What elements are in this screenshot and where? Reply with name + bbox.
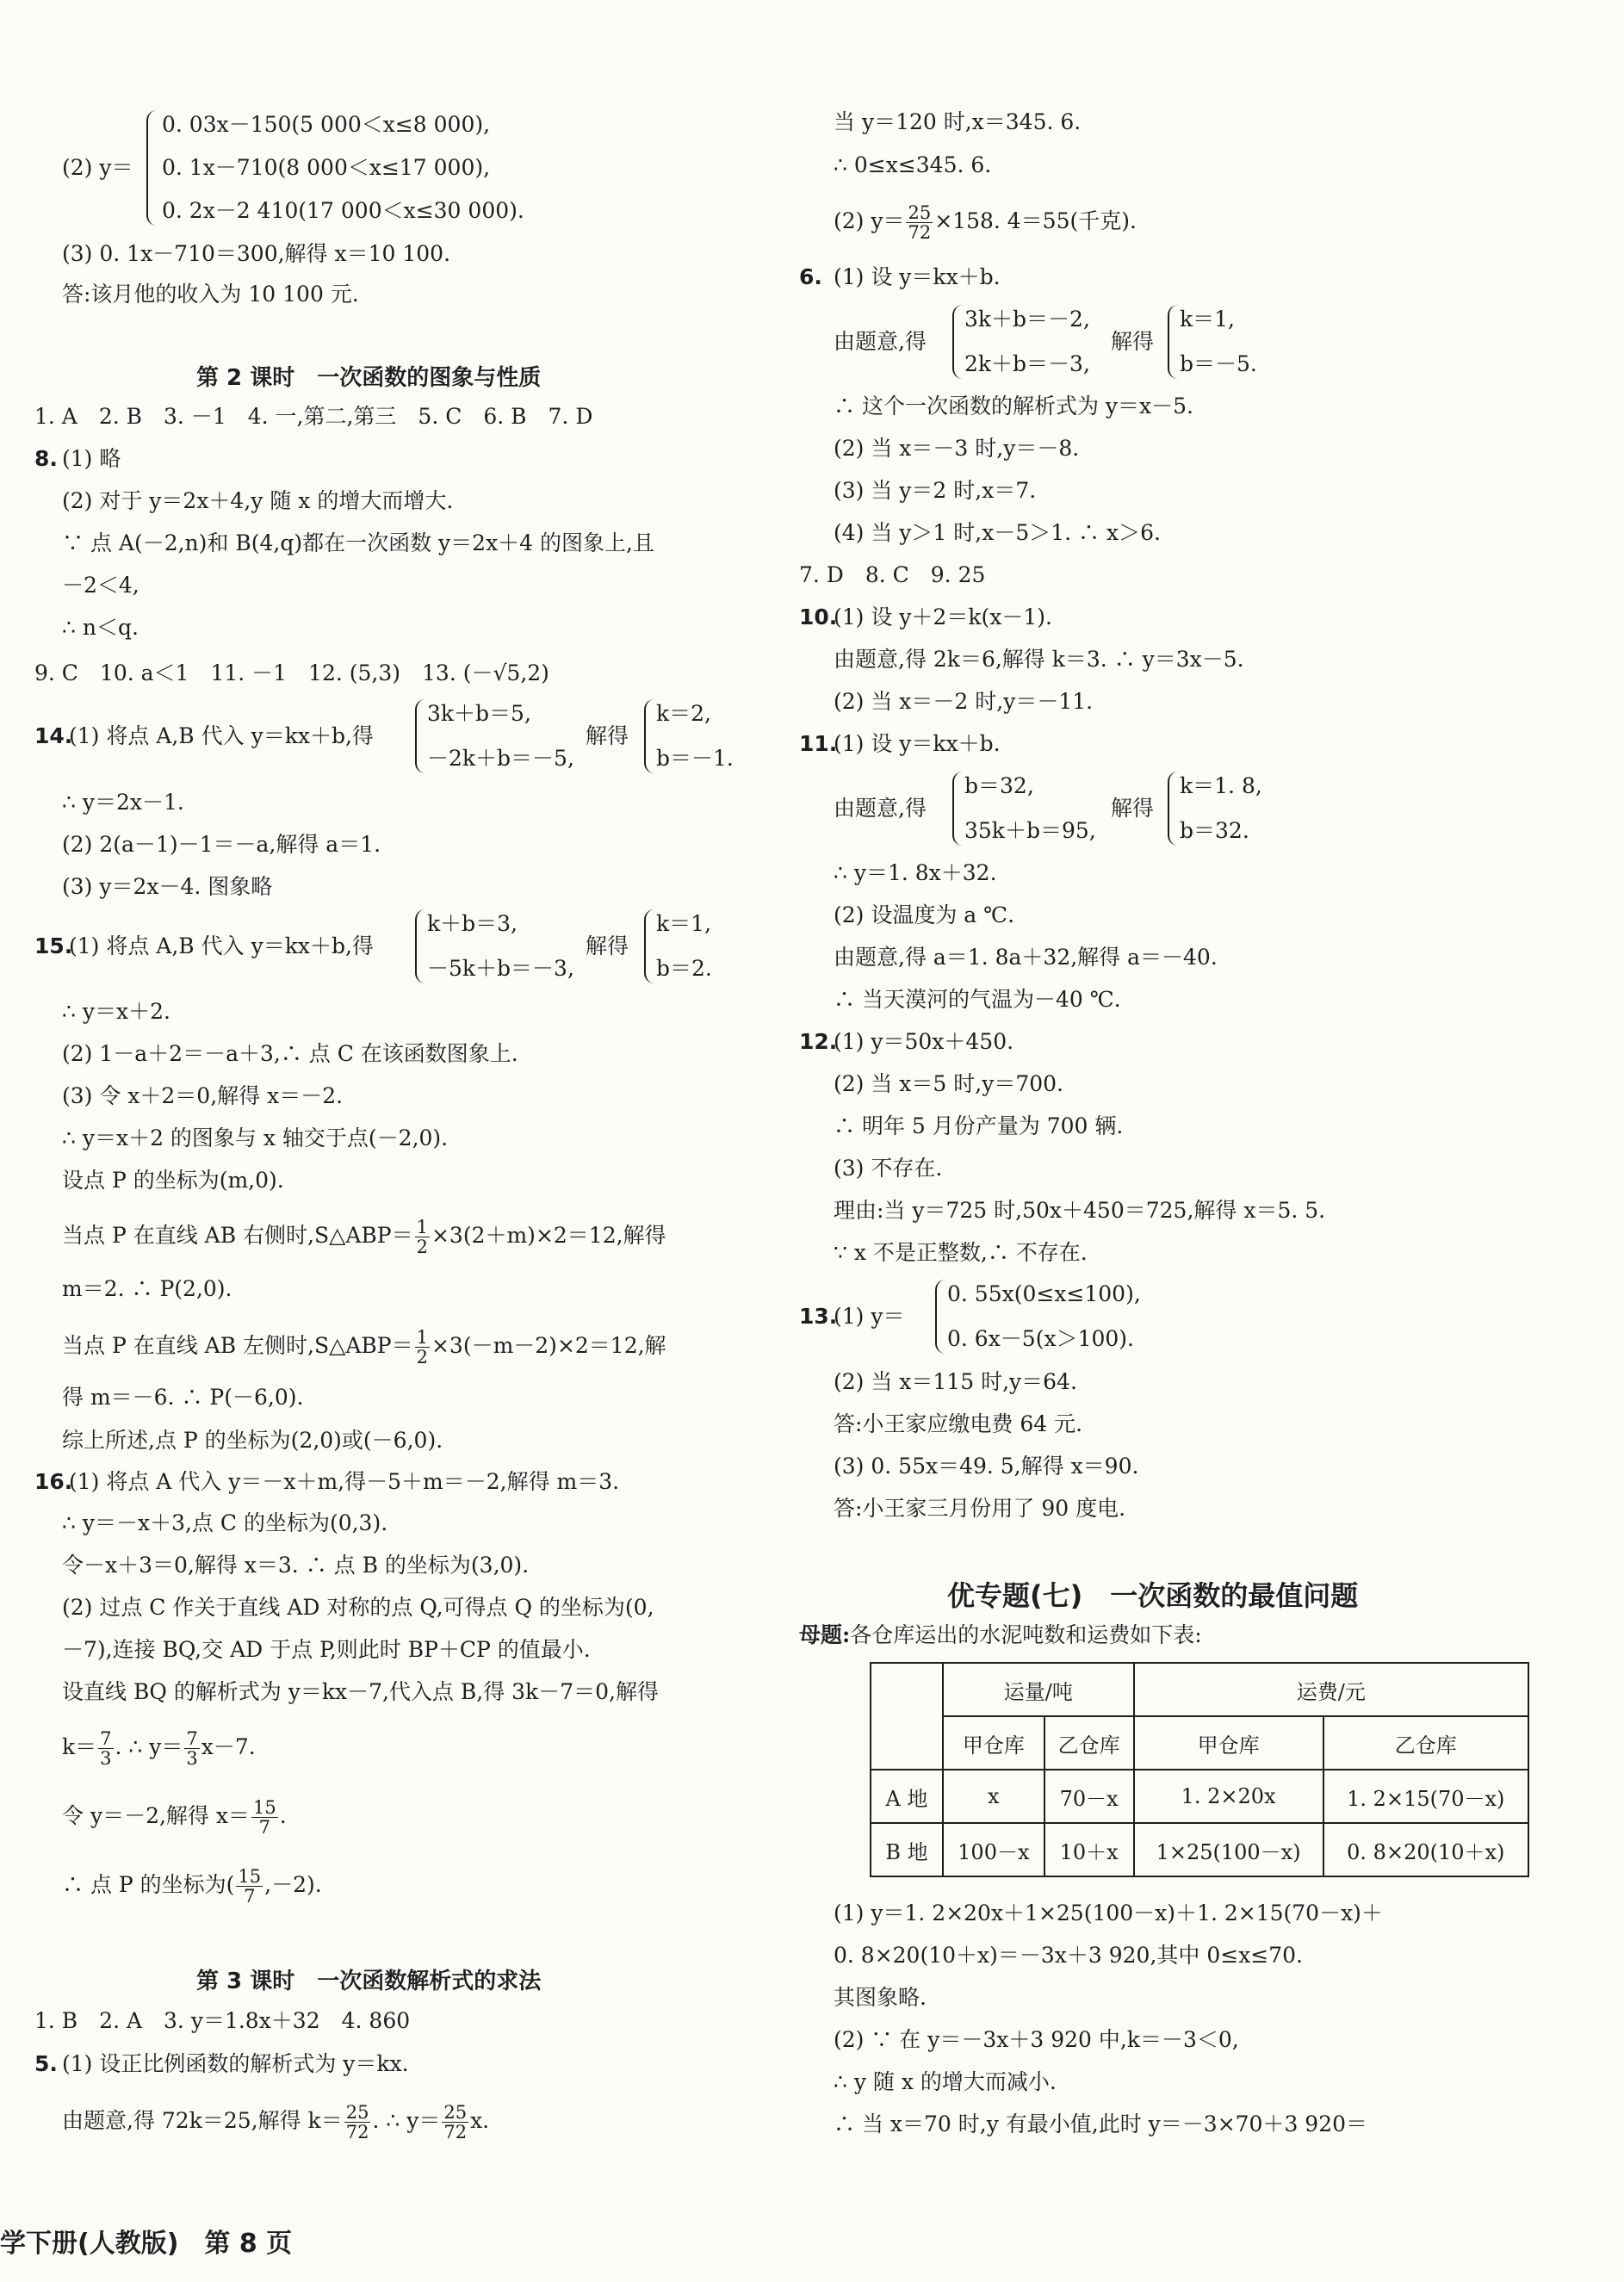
r-line2: ∴ 0≤x≤345. 6. <box>834 152 992 177</box>
answer-line: 答:该月他的收入为 10 100 元. <box>62 282 359 307</box>
fraction-25-72: $\frac{25}{72}$ <box>443 2102 468 2142</box>
table-row <box>871 1770 1528 1823</box>
q6-line3: ∴ 这个一次函数的解析式为 y＝x－5. <box>834 394 1193 419</box>
table-subheader: 甲仓库 <box>943 1716 1044 1770</box>
q11-eq2: 35k＋b＝95, <box>964 818 1096 843</box>
answers-1-7: 1. A 2. B 3. －1 4. 一,第二,第三 5. C 6. B 7. D <box>34 404 593 429</box>
q15-result-brace <box>644 909 654 983</box>
table-cell: A 地 <box>871 1770 943 1823</box>
piecewise-brace <box>146 110 157 226</box>
q5-number: 5. <box>34 2051 58 2076</box>
freight-table <box>870 1662 1529 1877</box>
q14-line1: (1) 将点 A,B 代入 y＝kx＋b,得 <box>69 723 374 748</box>
answers-1-4: 1. B 2. A 3. y＝1.8x＋32 4. 860 <box>34 2008 411 2033</box>
q11-line1: (1) 设 y＝kx＋b. <box>834 731 1001 756</box>
q10-number: 10. <box>799 605 838 629</box>
q16-line3: 令－x＋3＝0,解得 x＝3. ∴ 点 B 的坐标为(3,0). <box>62 1553 530 1578</box>
q12-line6: ∵ x 不是正整数,∴ 不存在. <box>834 1240 1088 1265</box>
q15-line8: m＝2. ∴ P(2,0). <box>62 1276 232 1301</box>
q15-eq1: k＋b＝3, <box>427 911 518 936</box>
fraction-half: $\frac{1}{2}$ <box>416 1217 428 1257</box>
q5-line2: 由题意,得 72k＝25,解得 k＝ $\frac{25}{72}$ . ∴ y＝ $\frac{25}{72}$ x. <box>62 2102 490 2142</box>
q11-line4: (2) 设温度为 a ℃. <box>834 902 1015 927</box>
q16-line4: (2) 过点 C 作关于直线 AD 对称的点 Q,可得点 Q 的坐标为(0, <box>62 1595 654 1620</box>
q15-line9: 当点 P 在直线 AB 左侧时,S△ABP＝ $\frac{1}{2}$ ×3(－m－2)×2＝12,解 <box>62 1327 666 1367</box>
q15-solve: 解得 <box>586 933 629 958</box>
q14-eq2: －2k＋b＝－5, <box>427 746 574 771</box>
solution-line2: 0. 8×20(10＋x)＝－3x＋3 920,其中 0≤x≤70. <box>834 1943 1304 1968</box>
q14-eq1: 3k＋b＝5, <box>427 701 531 726</box>
q10-line1: (1) 设 y＋2＝k(x－1). <box>834 605 1052 629</box>
q6-b: b＝－5. <box>1180 351 1257 376</box>
table-cell: 10＋x <box>1044 1823 1134 1876</box>
q15-line7: 当点 P 在直线 AB 右侧时,S△ABP＝ $\frac{1}{2}$ ×3(2＋m)×2＝12,解得 <box>62 1217 666 1257</box>
q14-solve: 解得 <box>586 723 629 748</box>
q13-line3: 答:小王家应缴电费 64 元. <box>834 1411 1083 1436</box>
fraction-25-72: $\frac{25}{72}$ <box>908 202 932 243</box>
solution-line6: ∴ 当 x＝70 时,y 有最小值,此时 y＝－3×70＋3 920＝ <box>834 2111 1368 2136</box>
q11-system-brace <box>952 772 963 846</box>
q14-line4: (3) y＝2x－4. 图象略 <box>62 874 273 899</box>
q13-piece1: 0. 55x(0≤x≤100), <box>947 1281 1141 1306</box>
answers-9-13: 9. C 10. a＜1 11. －1 12. (5,3) 13. (－√5,2) <box>34 660 549 685</box>
piece-1: 0. 03x－150(5 000＜x≤8 000), <box>162 112 491 137</box>
table-header-cost: 运费/元 <box>1134 1663 1528 1716</box>
table-cell: x <box>943 1770 1044 1823</box>
q15-k: k＝1, <box>656 911 712 936</box>
q11-line6: ∴ 当天漠河的气温为－40 ℃. <box>834 987 1121 1012</box>
q6-line1: (1) 设 y＝kx＋b. <box>834 264 1001 289</box>
q11-solve: 解得 <box>1111 796 1155 821</box>
q8-number: 8. <box>34 446 58 471</box>
table-cell: 0. 8×20(10＋x) <box>1323 1823 1528 1876</box>
table-cell: 100－x <box>943 1823 1044 1876</box>
q6-line6: (4) 当 y＞1 时,x－5＞1. ∴ x＞6. <box>834 520 1161 545</box>
q14-b: b＝－1. <box>656 746 734 771</box>
q6-number: 6. <box>799 264 822 289</box>
q15-line10: 得 m＝－6. ∴ P(－6,0). <box>62 1385 304 1410</box>
q14-number: 14. <box>34 723 73 748</box>
q11-eq1: b＝32, <box>964 773 1034 798</box>
q3-line: (3) 0. 1x－710＝300,解得 x＝10 100. <box>62 241 451 266</box>
fraction-15-7: $\frac{15}{7}$ <box>238 1866 262 1907</box>
q12-line1: (1) y＝50x＋450. <box>834 1029 1014 1054</box>
q10-line3: (2) 当 x＝－2 时,y＝－11. <box>834 689 1094 714</box>
q11-line5: 由题意,得 a＝1. 8a＋32,解得 a＝－40. <box>834 945 1218 970</box>
q12-line5: 理由:当 y＝725 时,50x＋450＝725,解得 x＝5. 5. <box>834 1198 1326 1223</box>
fraction-25-72: $\frac{25}{72}$ <box>345 2102 369 2142</box>
q8-line1: (1) 略 <box>62 446 121 471</box>
solution-line3: 其图象略. <box>834 1985 927 2010</box>
q15-b: b＝2. <box>656 956 712 981</box>
q16-line1: (1) 将点 A 代入 y＝－x＋m,得－5＋m＝－2,解得 m＝3. <box>69 1469 620 1494</box>
table-subheader: 甲仓库 <box>1134 1716 1323 1770</box>
q10-line2: 由题意,得 2k＝6,解得 k＝3. ∴ y＝3x－5. <box>834 647 1244 672</box>
q13-piece2: 0. 6x－5(x＞100). <box>947 1326 1134 1351</box>
table-cell: 1×25(100－x) <box>1134 1823 1323 1876</box>
section-title-lesson2: 第 2 课时 一次函数的图象与性质 <box>196 365 542 391</box>
q14-system-brace <box>415 699 425 773</box>
q6-line2: 由题意,得 <box>834 329 927 354</box>
q15-line1: (1) 将点 A,B 代入 y＝kx＋b,得 <box>69 933 374 958</box>
q16-number: 16. <box>34 1469 73 1494</box>
q11-number: 11. <box>799 731 838 756</box>
q5-line1: (1) 设正比例函数的解析式为 y＝kx. <box>62 2051 409 2076</box>
q8-line5: ∴ n＜q. <box>62 615 139 640</box>
table-cell: 70－x <box>1044 1770 1134 1823</box>
answers-7-9: 7. D 8. C 9. 25 <box>799 562 986 587</box>
table-cell: B 地 <box>871 1823 943 1876</box>
page-footer: 学下册(人教版) 第 8 页 <box>0 2229 293 2259</box>
table-corner <box>871 1663 943 1770</box>
q6-eq2: 2k＋b＝－3, <box>964 351 1090 376</box>
solution-line4: (2) ∵ 在 y＝－3x＋3 920 中,k＝－3＜0, <box>834 2027 1239 2052</box>
q15-line11: 综上所述,点 P 的坐标为(2,0)或(－6,0). <box>62 1428 443 1453</box>
q11-line3: ∴ y＝1. 8x＋32. <box>834 860 997 885</box>
table-cell: 1. 2×15(70－x) <box>1323 1770 1528 1823</box>
q8-line3: ∵ 点 A(－2,n)和 B(4,q)都在一次函数 y＝2x＋4 的图象上,且 <box>62 530 654 555</box>
q15-system-brace <box>415 909 425 983</box>
piece-2: 0. 1x－710(8 000＜x≤17 000), <box>162 155 491 180</box>
q13-piecewise-brace <box>935 1280 945 1354</box>
q16-line5: －7),连接 BQ,交 AD 于点 P,则此时 BP＋CP 的值最小. <box>62 1637 591 1662</box>
q6-k: k＝1, <box>1180 307 1236 332</box>
table-subheader: 乙仓库 <box>1323 1716 1528 1770</box>
fraction-7-3: $\frac{7}{3}$ <box>100 1728 112 1769</box>
q13-prefix: (1) y＝ <box>834 1304 905 1329</box>
q11-line2: 由题意,得 <box>834 796 927 821</box>
table-cell: 1. 2×20x <box>1134 1770 1323 1823</box>
r-line1: 当 y＝120 时,x＝345. 6. <box>834 109 1082 134</box>
q16-line9: ∴ 点 P 的坐标为( $\frac{15}{7}$ ,－2). <box>62 1866 322 1907</box>
q12-line2: (2) 当 x＝5 时,y＝700. <box>834 1071 1063 1096</box>
q8-line2: (2) 对于 y＝2x＋4,y 随 x 的增大而增大. <box>62 488 454 513</box>
section-title-lesson3: 第 3 课时 一次函数解析式的求法 <box>196 1969 542 1994</box>
q16-line7: k＝ $\frac{7}{3}$ . ∴ y＝ $\frac{7}{3}$ x－7. <box>62 1728 256 1769</box>
table-subheader: 乙仓库 <box>1044 1716 1134 1770</box>
fraction-15-7: $\frac{15}{7}$ <box>252 1797 276 1838</box>
q14-result-brace <box>644 699 654 773</box>
fraction-7-3: $\frac{7}{3}$ <box>186 1728 198 1769</box>
q15-line6: 设点 P 的坐标为(m,0). <box>62 1168 284 1193</box>
solution-line1: (1) y＝1. 2×20x＋1×25(100－x)＋1. 2×15(70－x)＋ <box>834 1901 1383 1925</box>
q16-line6: 设直线 BQ 的解析式为 y＝kx－7,代入点 B,得 3k－7＝0,解得 <box>62 1679 659 1704</box>
q13-line4: (3) 0. 55x＝49. 5,解得 x＝90. <box>834 1454 1139 1479</box>
q6-solve: 解得 <box>1111 329 1155 354</box>
q15-line4: (3) 令 x＋2＝0,解得 x＝－2. <box>62 1083 344 1108</box>
special-topic-title: 优专题(七) 一次函数的最值问题 <box>947 1579 1359 1612</box>
q13-line2: (2) 当 x＝115 时,y＝64. <box>834 1369 1077 1394</box>
q13-number: 13. <box>799 1304 838 1329</box>
q6-eq1: 3k＋b＝－2, <box>964 307 1090 332</box>
q14-line3: (2) 2(a－1)－1＝－a,解得 a＝1. <box>62 832 381 857</box>
q15-eq2: －5k＋b＝－3, <box>427 956 574 981</box>
q12-line3: ∴ 明年 5 月份产量为 700 辆. <box>834 1113 1124 1138</box>
q11-k: k＝1. 8, <box>1180 773 1262 798</box>
q6-line4: (2) 当 x＝－3 时,y＝－8. <box>834 436 1080 461</box>
solution-line5: ∴ y 随 x 的增大而减小. <box>834 2069 1057 2094</box>
table-header-volume: 运量/吨 <box>943 1663 1134 1716</box>
q12-number: 12. <box>799 1029 838 1054</box>
q15-line5: ∴ y＝x＋2 的图象与 x 轴交于点(－2,0). <box>62 1125 449 1150</box>
q15-line2: ∴ y＝x＋2. <box>62 999 170 1024</box>
q14-k: k＝2, <box>656 701 712 726</box>
q14-line2: ∴ y＝2x－1. <box>62 790 184 815</box>
r-line3: (2) y＝ $\frac{25}{72}$ ×158. 4＝55(千克). <box>834 202 1137 243</box>
q6-result-brace <box>1168 305 1178 379</box>
table-row <box>871 1823 1528 1876</box>
q15-number: 15. <box>34 933 73 958</box>
q16-line8: 令 y＝－2,解得 x＝ $\frac{15}{7}$ . <box>62 1797 287 1838</box>
q12-line4: (3) 不存在. <box>834 1156 943 1181</box>
q11-result-brace <box>1168 772 1178 846</box>
q11-b: b＝32. <box>1180 818 1249 843</box>
q2-prefix: (2) y＝ <box>62 155 133 180</box>
q6-line5: (3) 当 y＝2 时,x＝7. <box>834 478 1037 503</box>
q15-line3: (2) 1－a＋2＝－a＋3,∴ 点 C 在该函数图象上. <box>62 1041 518 1066</box>
q16-line2: ∴ y＝－x＋3,点 C 的坐标为(0,3). <box>62 1510 388 1535</box>
q6-system-brace <box>952 305 963 379</box>
mother-problem: 母题:各仓库运出的水泥吨数和运费如下表: <box>799 1622 1202 1647</box>
piece-3: 0. 2x－2 410(17 000＜x≤30 000). <box>162 198 524 223</box>
fraction-half: $\frac{1}{2}$ <box>416 1327 428 1367</box>
q13-line5: 答:小王家三月份用了 90 度电. <box>834 1496 1126 1521</box>
q8-line4: －2＜4, <box>62 573 139 598</box>
